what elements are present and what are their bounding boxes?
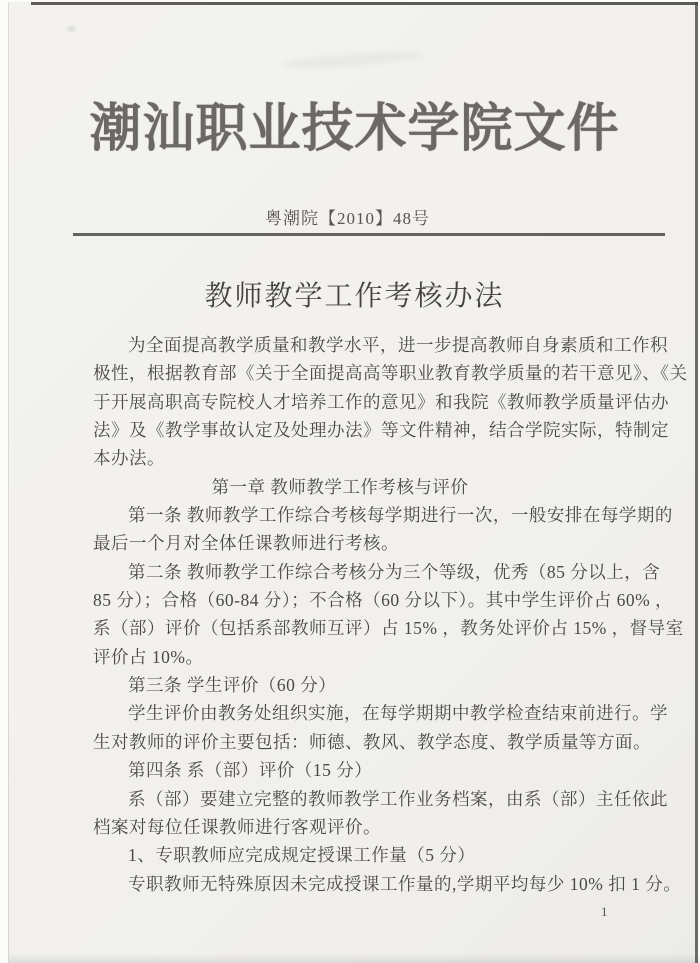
letterhead-divider-rule	[73, 233, 665, 236]
document-number: 粤潮院【2010】48号	[265, 209, 430, 228]
page-number: 1	[601, 904, 608, 919]
doc-line: 生对教师的评价主要包括：师德、教风、教学态度、教学质量等方面。	[93, 731, 651, 752]
doc-line: 本办法。	[93, 448, 165, 469]
doc-line: 专职教师无特殊原因未完成授课工作量的,学期平均每少 10% 扣 1 分。	[128, 873, 682, 894]
doc-line: 学生评价由教务处组织实施，在每学期期中教学检查结束前进行。学	[128, 703, 668, 724]
document-body	[93, 331, 688, 898]
scan-smudge	[284, 49, 424, 71]
doc-line: 1、专职教师应完成规定授课工作量（5 分）	[128, 845, 476, 866]
doc-line: 最后一个月对全体任课教师进行考核。	[93, 533, 399, 554]
chapter-heading: 第一章 教师教学工作考核与评价	[211, 476, 469, 497]
doc-line: 档案对每位任课教师进行客观评价。	[93, 816, 381, 837]
doc-line: 第一条 教师教学工作综合考核每学期进行一次，一般安排在每学期的	[128, 505, 673, 526]
doc-line: 法》及《教学事故认定及处理办法》等文件精神，结合学院实际，特制定	[93, 420, 669, 441]
doc-line: 为全面提高教学质量和教学水平，进一步提高教师自身素质和工作积	[128, 335, 668, 355]
doc-line: 系（部）评价（包括系部教师互评）占 15% ，教务处评价占 15% ，督导室	[93, 618, 684, 639]
organization-letterhead-title: 潮汕职业技术学院文件	[89, 101, 620, 158]
doc-line: 极性，根据教育部《关于全面提高高等职业教育教学质量的若干意见》、《关	[93, 363, 688, 384]
doc-line: 85 分）；合格（60-84 分）；不合格（60 分以下）。其中学生评价占 60% ，	[93, 590, 674, 611]
scanned-document-page	[8, 2, 700, 963]
scan-edge-top	[31, 2, 700, 5]
scan-edge-bottom	[9, 954, 700, 963]
scan-smudge	[67, 26, 76, 32]
doc-line: 第三条 学生评价（60 分）	[128, 675, 337, 696]
doc-line: 第二条 教师教学工作综合考核分为三个等级，优秀（85 分以上，含	[128, 561, 661, 582]
document-title: 教师教学工作考核办法	[204, 281, 505, 312]
doc-line: 第四条 系（部）评价（15 分）	[128, 760, 373, 781]
doc-line: 评价占 10%。	[93, 646, 204, 667]
doc-line: 系（部）要建立完整的教师教学工作业务档案，由系（部）主任依此	[128, 788, 668, 809]
doc-line: 于开展高职高专院校人才培养工作的意见》和我院《教师教学质量评估办	[93, 391, 669, 412]
